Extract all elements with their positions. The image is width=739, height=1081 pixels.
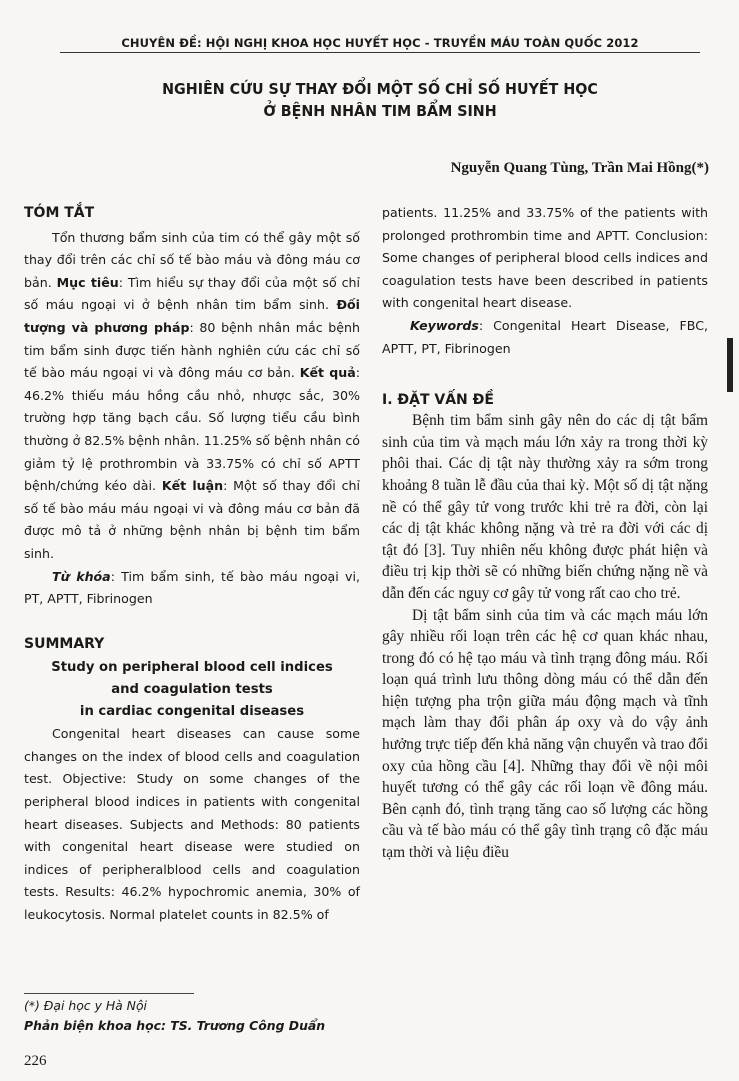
results-label: Kết quả [299, 365, 356, 381]
footnote-affiliation: (*) Đại học y Hà Nội [24, 998, 147, 1013]
summary-title-line-3: in cardiac congenital diseases [79, 704, 305, 720]
summary-text-cont: patients. 11.25% and 33.75% of the patients with prolonged prothrombin time and APTT. Conclusion: Some changes of peripheral blood cells indices and coagulation tests have been described in patients with congenital heart disease. [382, 205, 708, 311]
conclusion-label: Kết luận [161, 478, 224, 494]
authors: Nguyễn Quang Tùng, Trần Mai Hồng(*) [450, 160, 709, 176]
footnote-rule [24, 993, 194, 994]
intro-heading: I. ĐẶT VẤN ĐỀ [382, 392, 494, 409]
methods-text: : 80 bệnh nhân mắc bệnh tim bẩm sinh được tiến hành nghiên cứu các chỉ số tế bào máu ngoại vi và đông máu cơ bản. [24, 319, 360, 381]
abstract-vi-text [24, 227, 360, 566]
left-column [24, 202, 360, 927]
keywords-vi-label: Từ khóa [52, 568, 111, 584]
keywords-en-label: Keywords [410, 317, 479, 333]
title-line-1: NGHIÊN CỨU SỰ THAY ĐỔI MỘT SỐ CHỈ SỐ HUYẾT HỌC [162, 80, 598, 98]
aim-text: : Tìm hiểu sự thay đổi của một số chỉ số máu ngoại vi ở bệnh nhân tim bẩm sinh. [24, 274, 360, 313]
right-column [382, 202, 708, 864]
methods-label: Đối tượng và phương pháp [24, 297, 360, 335]
title-line-2: Ở BỆNH NHÂN TIM BẨM SINH [263, 102, 497, 120]
keywords-vi [24, 566, 360, 611]
scan-edge-mark [727, 338, 733, 392]
keywords-en-text: : Congenital Heart Disease, FBC, APTT, PT, Fibrinogen [382, 317, 708, 356]
running-header: CHUYÊN ĐỀ: HỘI NGHỊ KHOA HỌC HUYẾT HỌC - TRUYỀN MÁU TOÀN QUỐC 2012 [121, 36, 639, 50]
intro-paragraph-2: Dị tật bẩm sinh của tim và các mạch máu lớn gây nhiều rối loạn trên các hệ cơ quan khác nhau, trong đó có hệ tạo máu và tình trạng đông máu. Rối loạn quá trình lưu thông dòng máu có thể dẫn đến hiện tượng pha trộn giữa máu động mạch và tĩnh mạch làm thay đổi phân áp oxy và do vậy ảnh hưởng trực tiếp đến khả năng vận chuyển và trao đổi oxy của hồng cầu [4]. Những thay đổi về nội môi huyết tương có thể gây các rối loạn về đông máu. Bên cạnh đó, tình trạng tăng cao số lượng các hồng cầu và tế bào máu có thể gây tình trạng cô đặc máu tạm thời và liệu điều [382, 606, 708, 862]
header-rule [60, 52, 700, 53]
intro-body [382, 410, 708, 863]
summary-title [24, 657, 360, 723]
abstract-intro: Tổn thương bẩm sinh của tim có thể gây một số thay đổi trên các chỉ số tế bào máu và đông máu cơ bản. [24, 229, 360, 290]
conclusion-text: : Một số thay đổi chỉ số tế bào máu máu ngoại vi và đông máu cơ bản đã được mô tả ở những bệnh nhân bị bệnh tim bẩm sinh. [24, 478, 360, 561]
summary-title-line-1: Study on peripheral blood cell indices [51, 660, 333, 676]
aim-label: Mục tiêu [56, 274, 119, 290]
summary-continued [382, 202, 708, 360]
summary-title-line-2: and coagulation tests [111, 682, 273, 698]
paper-title [86, 78, 675, 122]
intro-paragraph-1: Bệnh tim bẩm sinh gây nên do các dị tật bẩm sinh của tim và mạch máu lớn xảy ra trong thời kỳ phôi thai. Các dị tật này thường xảy ra sớm trong khoảng 8 tuần lễ đầu của thai kỳ. Một số dị tật nặng nề có thể gây tử vong trước khi trẻ ra đời, còn lại các dị tật khác không nặng và trẻ ra đời với các dị tật đó [3]. Tuy nhiên nếu không được phát hiện và điều trị kịp thời sẽ có những biến chứng nặng nề và dẫn đến các nguy cơ gây tử vong rất cao cho trẻ. [382, 412, 708, 602]
keywords-vi-text: : Tim bẩm sinh, tế bào máu ngoại vi, PT, APTT, Fibrinogen [24, 568, 360, 607]
abstract-heading: TÓM TẮT [24, 205, 95, 221]
summary-heading: SUMMARY [24, 635, 105, 652]
results-text: : 46.2% thiếu máu hồng cầu nhỏ, nhược sắc, 30% trường hợp tăng bạch cầu. Số lượng tiểu cầu bình thường ở 82.5% bệnh nhân. 11.25% số bệnh nhân có giảm tỷ lệ prothrombin và 33.75% có chỉ số APTT bệnh/chứng kéo dài. [24, 365, 360, 494]
page-number: 226 [24, 1053, 47, 1069]
summary-text: Congenital heart diseases can cause some changes on the index of blood cells and coagulation test. Objective: Study on some changes of the peripheral blood indices in patients with congenital heart diseases. Subjects and Methods: 80 patients with congenital heart disease were studied on indices of peripheralblood cells and coagulation tests. Results: 46.2% hypochromic anemia, 30% of leukocytosis. Normal platelet counts in 82.5% of [24, 726, 360, 923]
keywords-en [382, 315, 708, 360]
footnote-reviewer: Phản biện khoa học: TS. Trương Công Duẩn [24, 1018, 326, 1033]
